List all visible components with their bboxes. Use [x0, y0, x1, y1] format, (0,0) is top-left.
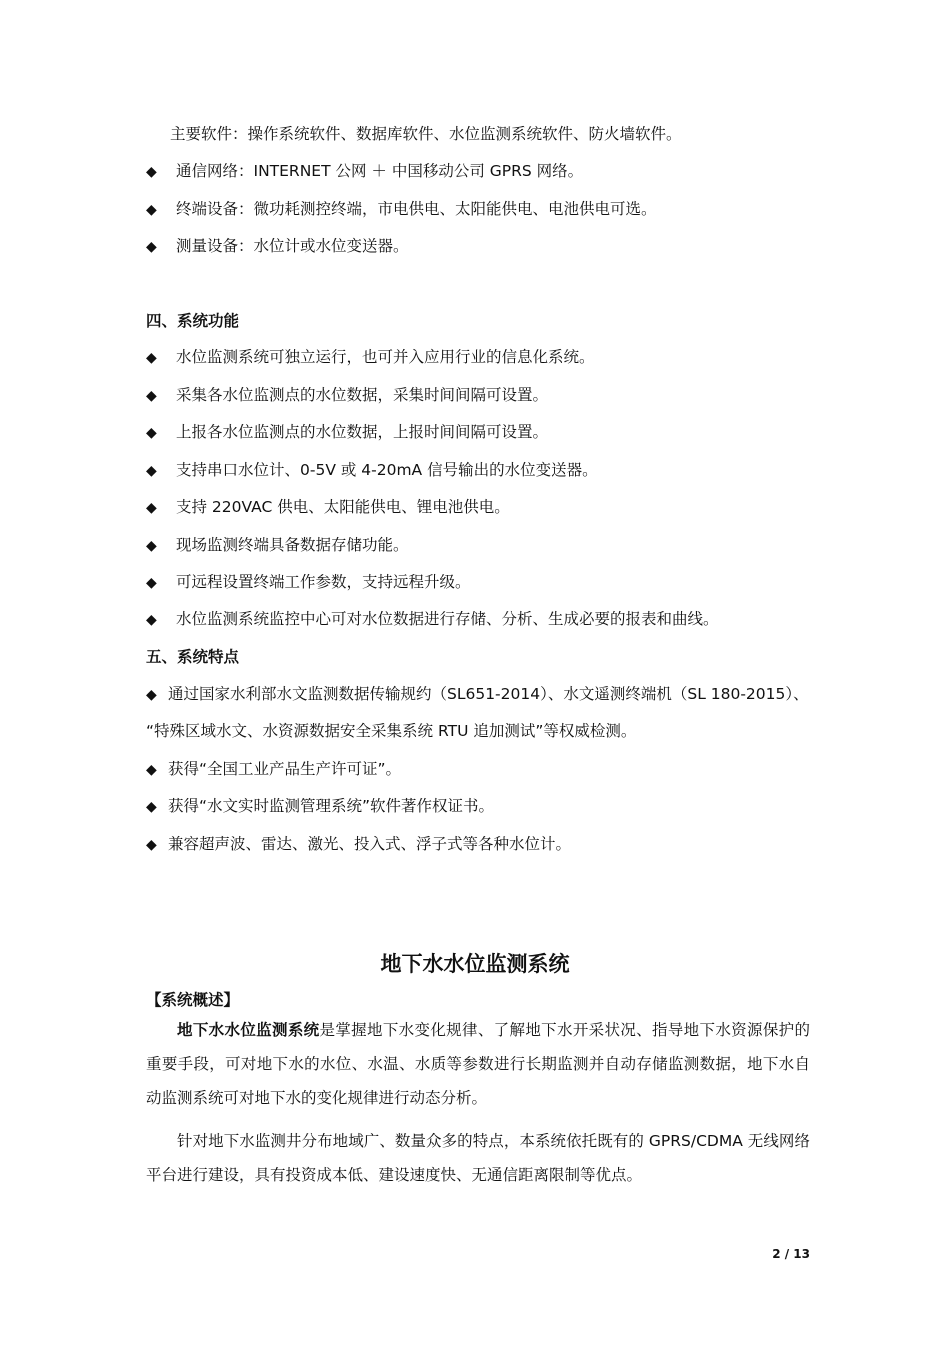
list-item-text: 现场监测终端具备数据存储功能。: [176, 536, 409, 554]
black-diamond-icon: ◆: [146, 612, 157, 628]
list-item-text: 通过国家水利部水文监测数据传输规约（SL651-2014）、水文遥测终端机（SL 180-2015）、: [168, 685, 809, 703]
black-diamond-icon: ◆: [146, 837, 157, 853]
list-item: [146, 161, 816, 182]
section-title-groundwater: 地下水水位监测系统: [380, 952, 570, 976]
list-item: [146, 385, 816, 406]
black-diamond-icon: ◆: [146, 425, 157, 441]
list-item-text: 获得“水文实时监测管理系统”软件著作权证书。: [168, 797, 495, 815]
list-item: [146, 796, 816, 817]
list-item: [146, 609, 816, 630]
black-diamond-icon: ◆: [146, 575, 157, 591]
list-item-text: 支持 220VAC 供电、太阳能供电、锂电池供电。: [176, 498, 510, 516]
list-item-text: 水位监测系统可独立运行，也可并入应用行业的信息化系统。: [176, 348, 595, 366]
list-item-text: 上报各水位监测点的水位数据，上报时间间隔可设置。: [176, 423, 549, 441]
list-item-text: 兼容超声波、雷达、激光、投入式、浮子式等各种水位计。: [168, 835, 572, 853]
list-item: [146, 497, 816, 518]
black-diamond-icon: ◆: [146, 463, 157, 479]
list-item-text: 采集各水位监测点的水位数据，采集时间间隔可设置。: [176, 386, 549, 404]
list-item: [146, 199, 816, 220]
black-diamond-icon: ◆: [146, 388, 157, 404]
list-item-text: 通信网络：INTERNET 公网 ＋ 中国移动公司 GPRS 网络。: [176, 162, 584, 180]
black-diamond-icon: ◆: [146, 164, 157, 180]
black-diamond-icon: ◆: [146, 239, 157, 255]
overview-paragraph-2: 针对地下水监测井分布地域广、数量众多的特点，本系统依托既有的 GPRS/CDMA 无线网络平台进行建设，具有投资成本低、建设速度快、无通信距离限制等优点。: [146, 1132, 810, 1184]
overview-paragraph-1: [146, 1013, 810, 1115]
black-diamond-icon: ◆: [146, 350, 157, 366]
list-item-text: 获得“全国工业产品生产许可证”。: [168, 760, 402, 778]
black-diamond-icon: ◆: [146, 687, 157, 703]
paragraph-text: 是掌握地下水变化规律、了解地下水开采状况、指导地下水资源保护的重要手段，可对地下水的水位、水温、水质等参数进行长期监测并自动存储监测数据，地下水自动监测系统可对地下水的变化规律进行动态分析。: [146, 1021, 810, 1107]
black-diamond-icon: ◆: [146, 500, 157, 516]
overview-heading: 【系统概述】: [146, 991, 240, 1009]
list-item: [146, 572, 816, 593]
list-item: [146, 460, 816, 481]
black-diamond-icon: ◆: [146, 538, 157, 554]
black-diamond-icon: ◆: [146, 762, 157, 778]
list-item-text: 测量设备：水位计或水位变送器。: [176, 237, 409, 255]
main-software-line: 主要软件：操作系统软件、数据库软件、水位监测系统软件、防火墙软件。: [170, 125, 682, 143]
black-diamond-icon: ◆: [146, 202, 157, 218]
list-item: [146, 684, 816, 705]
list-item-text: 水位监测系统监控中心可对水位数据进行存储、分析、生成必要的报表和曲线。: [176, 610, 719, 628]
list-item: [146, 759, 816, 780]
list-item-text: 终端设备：微功耗测控终端，市电供电、太阳能供电、电池供电可选。: [176, 200, 657, 218]
list-item-text: 可远程设置终端工作参数，支持远程升级。: [176, 573, 471, 591]
section-heading-features: 五、系统特点: [146, 648, 240, 666]
black-diamond-icon: ◆: [146, 799, 157, 815]
section-heading-functions: 四、系统功能: [146, 312, 240, 330]
page-number: 2 / 13: [772, 1247, 810, 1261]
list-item: [146, 347, 816, 368]
list-item: [146, 236, 816, 257]
list-item-text: 支持串口水位计、0-5V 或 4-20mA 信号输出的水位变送器。: [176, 461, 598, 479]
system-name-bold: 地下水水位监测系统: [177, 1021, 320, 1039]
list-item-continuation: “特殊区域水文、水资源数据安全采集系统 RTU 追加测试”等权威检测。: [146, 722, 637, 740]
list-item: [146, 535, 816, 556]
list-item: [146, 422, 816, 443]
list-item: [146, 834, 816, 855]
